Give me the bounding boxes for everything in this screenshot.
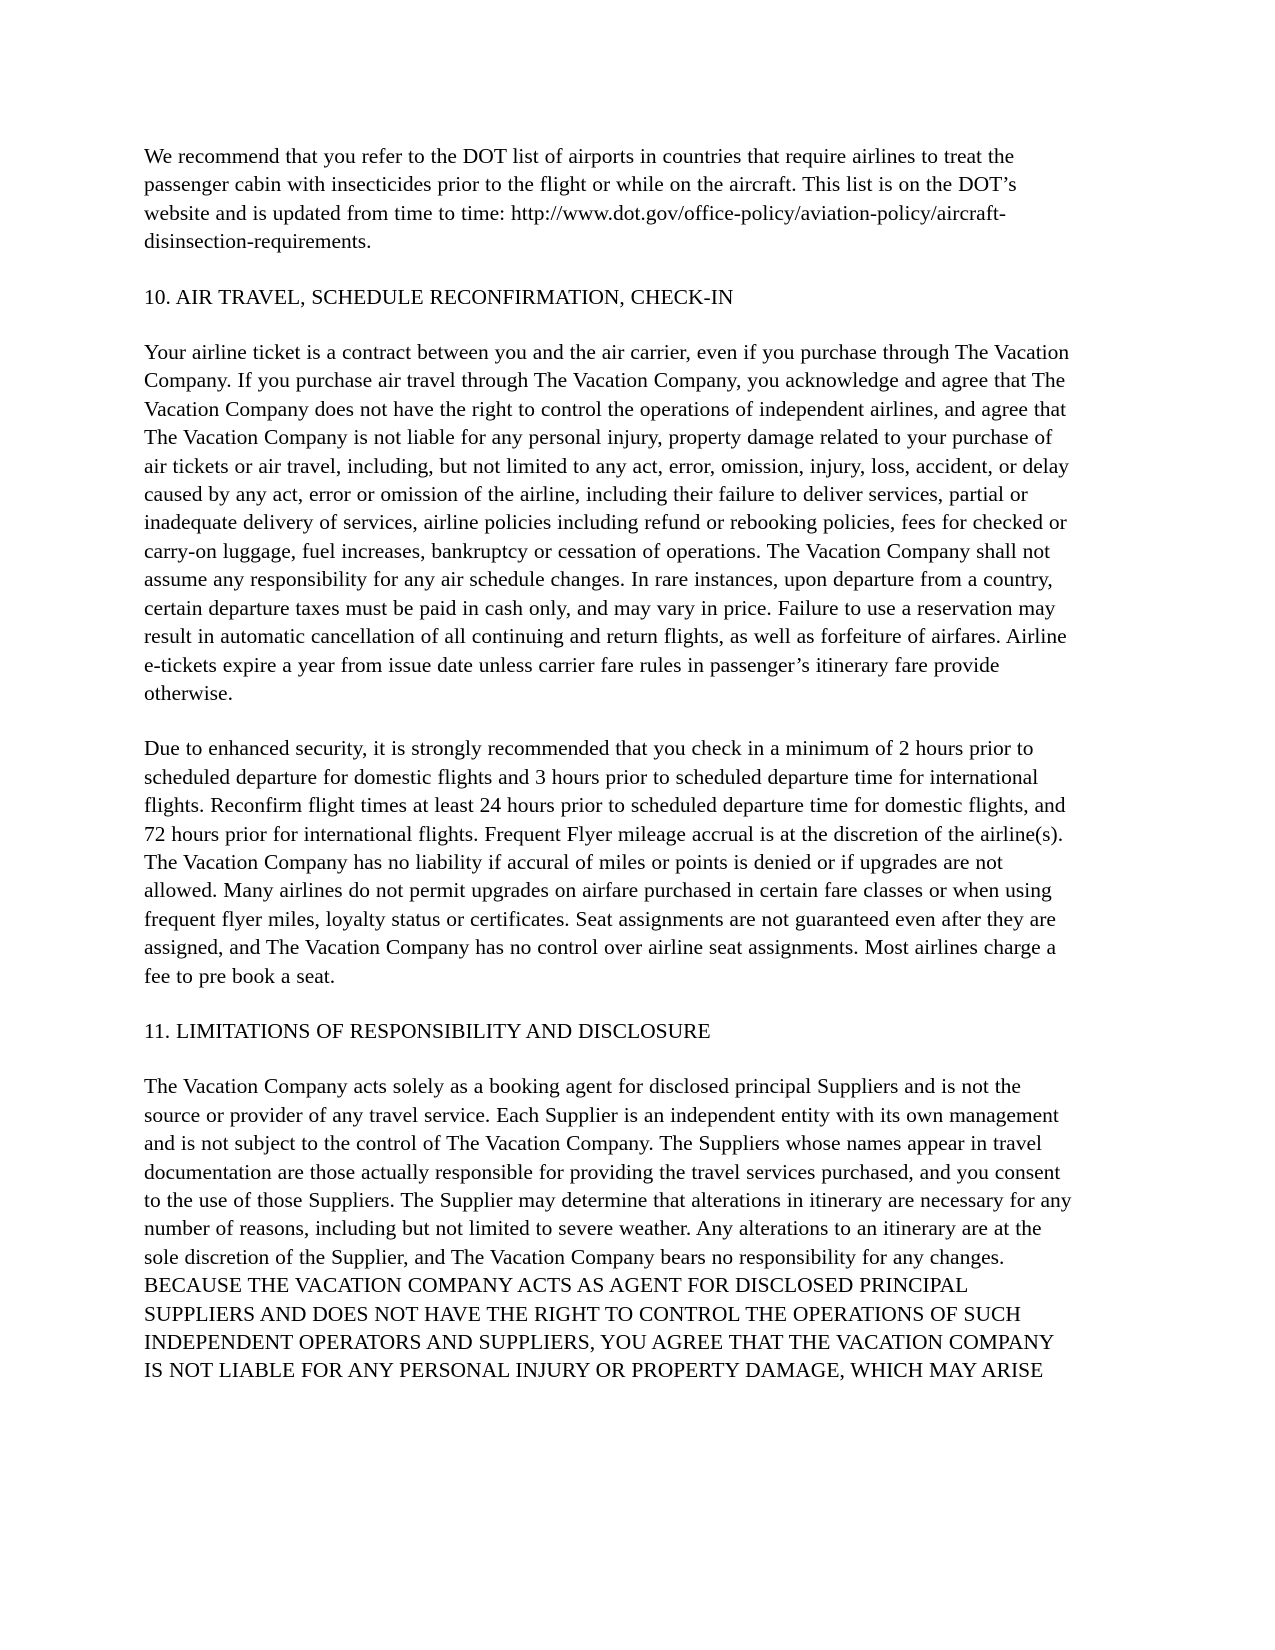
heading-section-11-limitations: 11. LIMITATIONS OF RESPONSIBILITY AND DISCLOSURE xyxy=(144,1018,711,1043)
heading-section-10-air-travel: 10. AIR TRAVEL, SCHEDULE RECONFIRMATION, CHECK-IN xyxy=(144,284,734,309)
document-content xyxy=(144,142,1076,1412)
paragraph-airline-ticket-contract: Your airline ticket is a contract between you and the air carrier, even if you purchase through The Vacation Company. If you purchase air travel through The Vacation Company, you acknowledge and agree that The Vacation Company does not have the right to control the operations of independent airlines, and agree that The Vacation Company is not liable for any personal injury, property damage related to your purchase of air tickets or air travel, including, but not limited to any act, error, omission, injury, loss, accident, or delay caused by any act, error or omission of the airline, including their failure to deliver services, partial or inadequate delivery of services, airline policies including refund or rebooking policies, fees for checked or carry-on luggage, fuel increases, bankruptcy or cessation of operations. The Vacation Company shall not assume any responsibility for any air schedule changes. In rare instances, upon departure from a country, certain departure taxes must be paid in cash only, and may vary in price. Failure to use a reservation may result in automatic cancellation of all continuing and return flights, as well as forfeiture of airfares. Airline e-tickets expire a year from issue date unless carrier fare rules in passenger’s itinerary fare provide otherwise. xyxy=(144,340,1070,705)
paragraph-disinsection-notice: We recommend that you refer to the DOT list of airports in countries that require airlines to treat the passenger cabin with insecticides prior to the flight or while on the aircraft. This list is on the DOT’s website and is updated from time to time: http://www.dot.gov/office-policy/aviation-policy/aircraft-disinsection-requirements. xyxy=(144,144,1017,254)
paragraph-limitations-responsibility: The Vacation Company acts solely as a booking agent for disclosed principal Suppliers and is not the source or provider of any travel service. Each Supplier is an independent entity with its own management and is not subject to the control of The Vacation Company. The Suppliers whose names appear in travel documentation are those actually responsible for providing the travel services purchased, and you consent to the use of those Suppliers. The Supplier may determine that alterations in itinerary are necessary for any number of reasons, including but not limited to severe weather. Any alterations to an itinerary are at the sole discretion of the Supplier, and The Vacation Company bears no responsibility for any changes. BECAUSE THE VACATION COMPANY ACTS AS AGENT FOR DISCLOSED PRINCIPAL SUPPLIERS AND DOES NOT HAVE THE RIGHT TO CONTROL THE OPERATIONS OF SUCH INDEPENDENT OPERATORS AND SUPPLIERS, YOU AGREE THAT THE VACATION COMPANY IS NOT LIABLE FOR ANY PERSONAL INJURY OR PROPERTY DAMAGE, WHICH MAY ARISE xyxy=(144,1074,1072,1383)
paragraph-checkin-recommendations: Due to enhanced security, it is strongly recommended that you check in a minimum of 2 hours prior to scheduled departure for domestic flights and 3 hours prior to scheduled departure time for international flights. Reconfirm flight times at least 24 hours prior to scheduled departure time for domestic flights, and 72 hours prior for international flights. Frequent Flyer mileage accrual is at the discretion of the airline(s). The Vacation Company has no liability if accural of miles or points is denied or if upgrades are not allowed. Many airlines do not permit upgrades on airfare purchased in certain fare classes or when using frequent flyer miles, loyalty status or certificates. Seat assignments are not guaranteed even after they are assigned, and The Vacation Company has no control over airline seat assignments. Most airlines charge a fee to pre book a seat. xyxy=(144,736,1066,988)
